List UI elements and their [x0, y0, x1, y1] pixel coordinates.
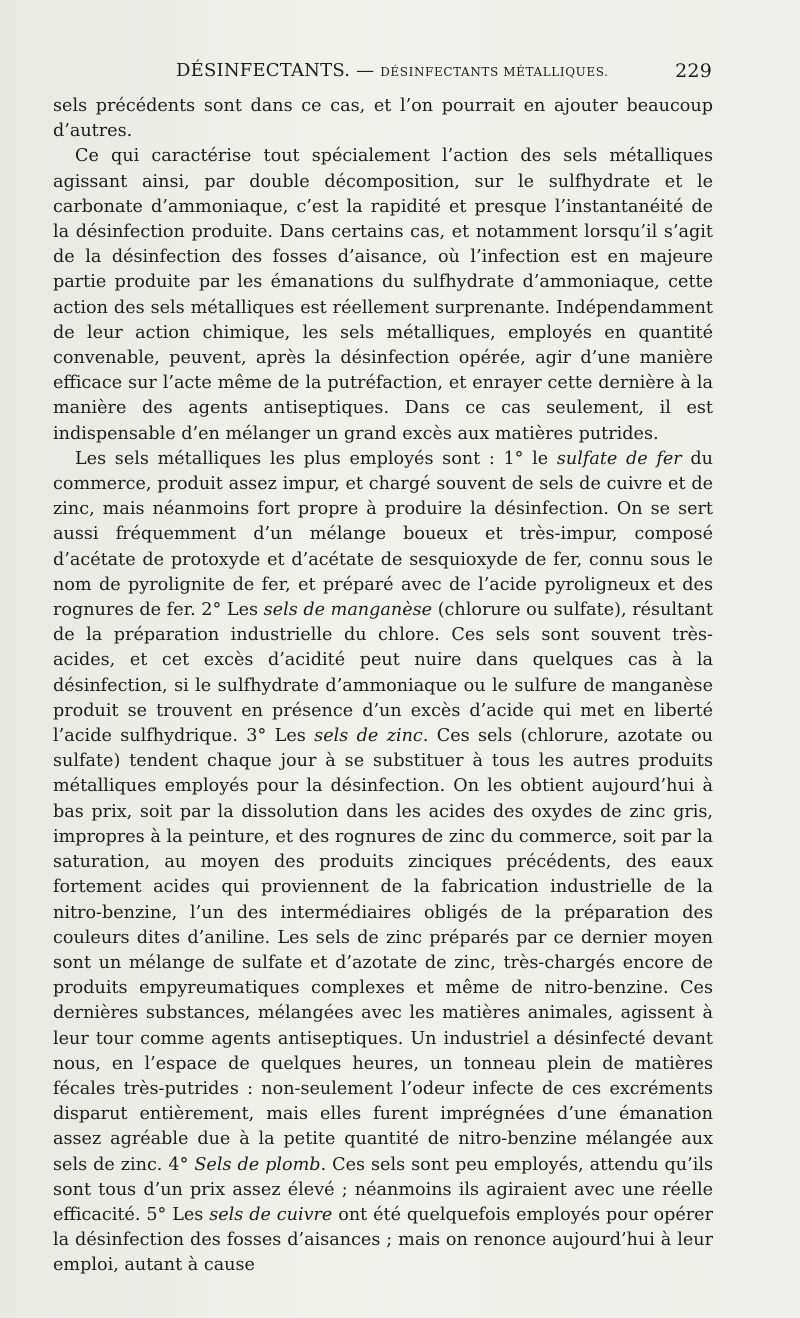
text-segment: ont été quelquefois employés pour opérer la désinfection des fosses d’aisances ; mais on renonce aujourd’hui à leur emploi, autant à cause	[53, 1204, 713, 1276]
text-segment: Ces sels (chlorure, azotate ou sulfate) tendent chaque jour à se substituer à tous les autres produits métalliques employés pour la désinfection. On les obtient aujourd’hui à bas prix, soit par la dissolution dans les acides des oxydes de zinc gris, impropres à la peinture, et des rognures de zinc du commerce, soit par la saturation, au moyen des produits zinciques précédents, des eaux fortement acides qui proviennent de la fabrication industrielle de la nitro-benzine, l’un des intermédiaires obligés de la préparation des couleurs dites d’aniline. Les sels de zinc préparés par ce dernier moyen sont un mélange de sulfate et d’azotate de zinc, très-chargés encore de produits empyreumatiques complexes et même de nitro-benzine. Ces dernières substances, mélangées avec les matières animales, agissent à leur tour comme agents antiseptiques. Un industriel a désinfecté devant nous, en l’espace de quelques heures, un tonneau plein de matières fécales très-putrides : non-seulement l’odeur infecte de ces excréments disparut entièrement, mais elles furent imprégnées d’une émanation assez agréable due à la petite quantité de nitro-benzine mélangée aux sels de zinc. 4°	[53, 726, 714, 1175]
paragraph-sels-employes	[53, 447, 713, 1279]
italic-term: sulfate de fer	[556, 448, 682, 469]
text-segment: (chlorure ou sulfate), résultant de la préparation industrielle du chlore. Ces sels sont souvent très-acides, et cet excès d’acidité peut nuire dans quelques cas à la désinfection, si le sulfhydrate d’ammoniaque ou le sulfure de manganèse produit se trouvent en présence d’un excès d’acide qui met en liberté l’acide sulfhydrique. 3° Les	[53, 600, 713, 747]
running-title-main: DÉSINFECTANTS.	[176, 60, 351, 81]
running-title-sub: DÉSINFECTANTS MÉTALLIQUES.	[380, 65, 609, 79]
paragraph-action-sels: Ce qui caractérise tout spécialement l’action des sels métalliques agissant ainsi, par double décomposition, sur le sulfhydrate et le carbonate d’ammoniaque, c’est la rapidité et presque l’instantanéité de la désinfection produite. Dans certains cas, et notamment lorsqu’il s’agit de la désinfection des fosses d’aisance, où l’infection est en majeure partie produite par les émanations du sulfhydrate d’ammoniaque, cette action des sels métalliques est réellement surprenante. Indépendamment de leur action chimique, les sels métalliques, employés en quantité convenable, peuvent, après la désinfection opérée, agir d’une manière efficace sur l’acte même de la putréfaction, et enrayer cette dernière à la manière des agents antiseptiques. Dans ce cas seulement, il est indispensable d’en mélanger un grand excès aux matières putrides.	[53, 146, 713, 444]
text-segment: Les sels métalliques les plus employés sont : 1° le	[75, 448, 557, 469]
running-header	[56, 60, 712, 86]
body-text	[53, 94, 713, 1279]
paragraph-continuation: sels précédents sont dans ce cas, et l’on pourrait en ajouter beaucoup d’autres.	[53, 96, 713, 142]
running-title	[176, 60, 609, 81]
page-number: 229	[675, 60, 712, 82]
italic-term: sels de manganèse	[263, 600, 433, 621]
running-title-dash: —	[350, 60, 381, 81]
text-segment: du commerce, produit assez impur, et chargé souvent de sels de cuivre et de zinc, mais néanmoins fort propre à produire la désinfection. On se sert aussi fréquemment d’un mélange boueux et très-impur, composé d’acétate de protoxyde et d’acétate de sesquioxyde de fer, connu sous le nom de pyrolignite de fer, et préparé avec de l’acide pyroligneux et des rognures de fer. 2° Les	[53, 448, 713, 621]
italic-term: sels de cuivre	[209, 1204, 333, 1225]
text-segment: Ces sels sont peu employés, attendu qu’ils sont tous d’un prix assez élevé ; néanmoins ils agiraient avec une réelle efficacité. 5° Les	[53, 1154, 714, 1225]
italic-term: sels de zinc.	[314, 726, 429, 747]
italic-term: Sels de plomb.	[194, 1154, 327, 1175]
